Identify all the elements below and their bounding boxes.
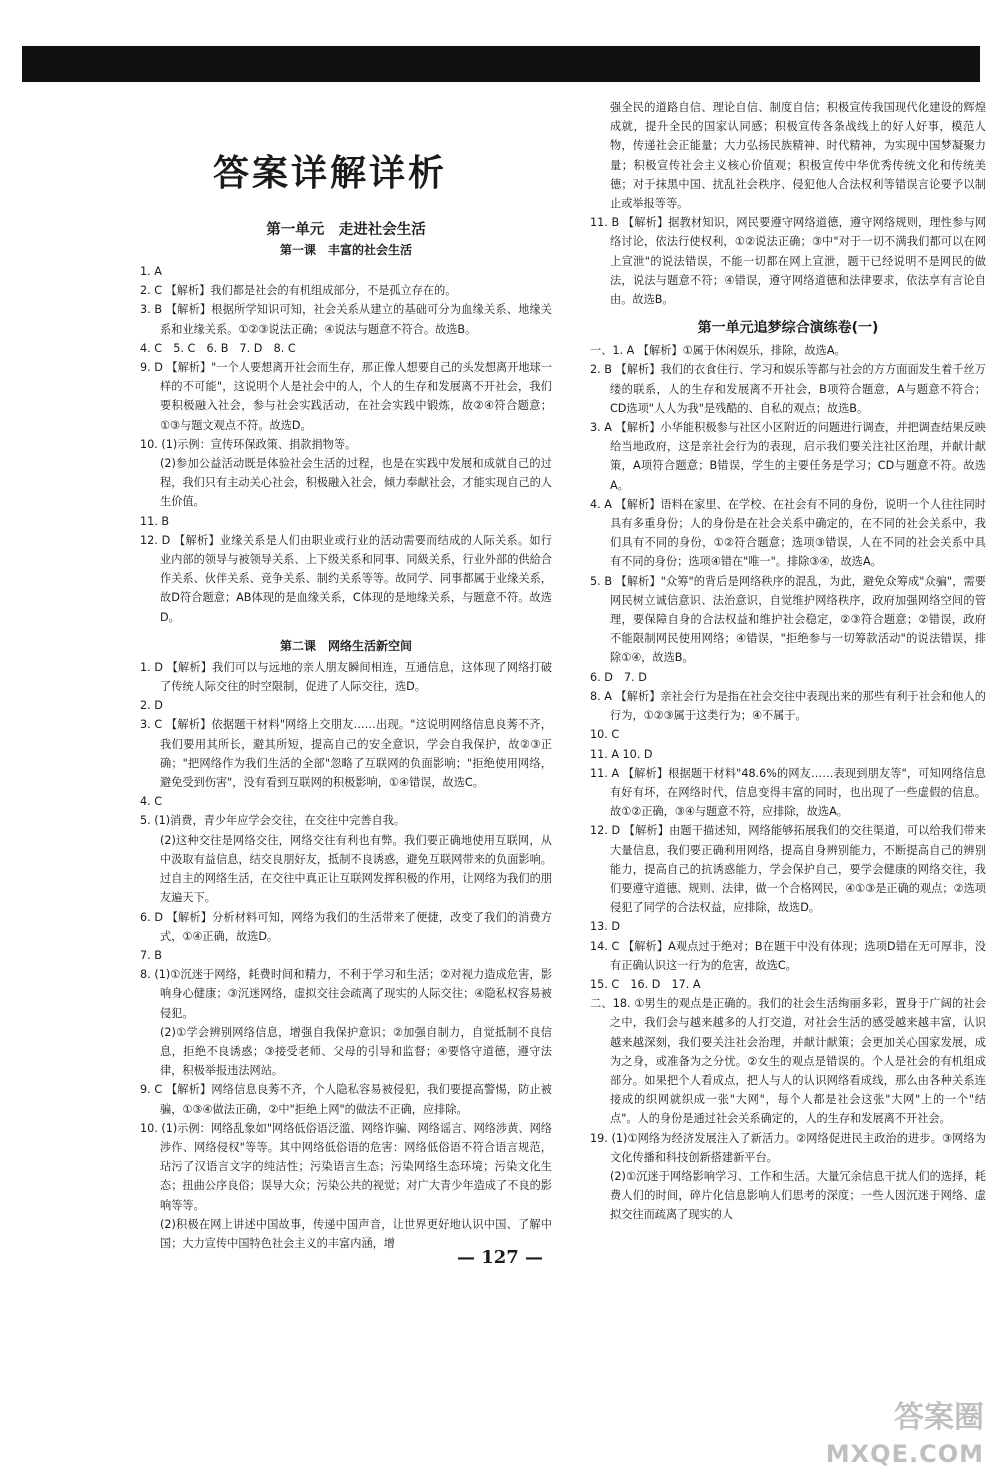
- answer-item: (2)①沉迷于网络影响学习、工作和生活。大量冗余信息干扰人们的选择，耗费人们的时间，碎片化信息影响人们思考的深度；一些人因沉迷于网络、虚拟交往而疏离了现实的人: [610, 1169, 986, 1222]
- answer-item: 5. B 【解析】"众筹"的背后是网络秩序的混乱，为此，避免众筹成"众骗"，需要网民树立诚信意识、法治意识，自觉维护网络秩序，政府加强网络空间的管理，要保障自身的合法权益和维护社会稳定，②③符合题意；②错误，政府不能限制网民使用网络；④错误，"拒绝参与一切筹款活动"的说法错误，排除①④，故选B。: [590, 574, 986, 665]
- answer-item: 13. D: [590, 920, 620, 934]
- answer-item: 19. (1)①网络为经济发展注入了新活力。②网络促进民主政治的进步。③网络为文化传播和科技创新搭建新平台。: [590, 1131, 986, 1164]
- answer-item: 11. A 10. D: [590, 747, 653, 761]
- watermark-url: MXQE.COM: [825, 1440, 984, 1468]
- watermark-text: 答案圈: [894, 1400, 984, 1435]
- unit-title: 第一单元 走进社会生活: [266, 222, 426, 238]
- answer-item: 3. C 【解析】依据题干材料"网络上交朋友……出现。"这说明网络信息良莠不齐，我们要用其所长，避其所短，提高自己的安全意识，学会自我保护，故②③正确；"把网络作为我们生活的全部"忽略了互联网的负面影响；"拒绝使用网络，避免受到伤害"，没有看到互联网的积极影响，①④错误，故选C。: [140, 718, 552, 790]
- answer-item: (2)积极在网上讲述中国故事，传递中国声音，让世界更好地认识中国、了解中国；大力宣传中国特色社会主义的丰富内涵，增: [160, 1217, 552, 1250]
- exam-answers: [590, 341, 986, 1224]
- answer-item: 1. A: [140, 265, 162, 278]
- answer-item: (2)①学会辨别网络信息，增强自我保护意识；②加强自制力，自觉抵制不良信息，拒绝不良诱惑；③接受老师、父母的引导和监督；④要恪守道德，遵守法律，积极举报违法网站。: [160, 1025, 552, 1078]
- answer-item: 5. (1)消费，青少年应学会交往，在交往中完善自我。: [140, 814, 406, 828]
- page-title: 答案详解详析: [212, 153, 447, 194]
- answer-item: 6. D 【解析】分析材料可知，网络为我们的生活带来了便捷，改变了我们的消费方式，①④正确，故选D。: [140, 910, 552, 943]
- lesson1-answers: [140, 262, 552, 627]
- answer-item: (2)这种交往是网络交往，网络交往有利也有弊。我们要正确地使用互联网，从中汲取有益信息，结交良朋好友，抵制不良诱惑，避免互联网带来的负面影响。过自主的网络生活，在交往中真正让互联网发挥积极的作用，让网络为我们的朋友遍天下。: [160, 833, 552, 905]
- answer-item: 1. D 【解析】我们可以与远地的亲人朋友瞬间相连，互通信息，这体现了网络打破了传统人际交往的时空限制，促进了人际交往，选D。: [140, 660, 552, 694]
- answer-item: 15. C 16. D 17. A: [590, 977, 701, 991]
- lesson2-answers-cont: [590, 213, 986, 309]
- answer-item: 9. D 【解析】"一个人要想离开社会而生存，那正像人想要自己的头发想离开地球一样的不可能"，这说明个人是社会中的人，个人的生存和发展离不开社会，我们要积极融入社会，参与社会实践活动，在社会实践中锻炼，故②④符合题意；①③与题文观点不符。故选D。: [140, 361, 552, 432]
- watermark-logo: [826, 1400, 984, 1472]
- answer-item: 3. B 【解析】根据所学知识可知，社会关系从建立的基础可分为血缘关系、地缘关系和业缘关系。①②③说法正确；④说法与题意不符合。故选B。: [140, 303, 552, 336]
- answer-item: 11. B 【解析】据教材知识，网民要遵守网络道德，遵守网络规则，理性参与网络讨论，依法行使权利，①②说法正确；③中"对于一切不满我们都可以在网上宣泄"的说法错误，不能一切都在网上宣泄，题干已经说明不是网民的做法，说法与题意不符；④错误，遵守网络道德和法律要求，依法享有言论自由。故选B。: [590, 216, 986, 307]
- answer-item: 4. C: [140, 795, 163, 809]
- page-number: — 127 —: [456, 1247, 544, 1268]
- answer-item: 10. (1)示例：宣传环保政策、捐款捐物等。: [140, 437, 357, 451]
- answer-item: 一、1. A 【解析】①属于休闲娱乐，排除，故选A。: [590, 344, 846, 358]
- answer-item: (2)参加公益活动既是体验社会生活的过程，也是在实践中发展和成就自己的过程，我们只有主动关心社会，积极融入社会，倾力奉献社会，才能实现自己的人生价值。: [160, 457, 552, 509]
- answer-item: 3. A 【解析】小华能积极参与社区小区附近的问题进行调查，并把调查结果反映给当地政府，这是亲社会行为的表现，启示我们要关注社区治理，并献计献策，A项符合题意；B错误，学生的主要任务是学习；CD与题意不符。故选A。: [590, 421, 986, 492]
- continuation-paragraph: 强全民的道路自信、理论自信、制度自信；积极宣传我国现代化建设的辉煌成就，提升全民的国家认同感；积极宣传各条战线上的好人好事，模范人物，传递社会正能量；大力弘扬民族精神、时代精神，为实现中国梦凝聚力量；积极宣传社会主义核心价值观；积极宣传中华优秀传统文化和传统美德；对于抹黑中国、扰乱社会秩序、侵犯他人合法权利等错误言论要予以制止或举报等等。: [610, 101, 986, 211]
- answer-item: 7. B: [140, 948, 162, 962]
- left-column: [140, 212, 552, 1253]
- answer-item: 11. B: [140, 514, 170, 528]
- header-band: [22, 46, 980, 82]
- section-title: 第一单元追梦综合演练卷(一): [697, 320, 879, 337]
- answer-item: 8. (1)①沉迷于网络，耗费时间和精力，不利于学习和生活；②对视力造成危害，影响身心健康；③沉迷网络，虚拟交往会疏离了现实的人际交往；④隐私权容易被侵犯。: [140, 968, 552, 1020]
- lesson2-answers: [140, 658, 552, 1253]
- answer-item: 10. (1)示例：网络乱象如"网络低俗语泛滥、网络诈骗、网络谣言、网络涉黄、网络涉作、网络侵权"等等。其中网络低俗语的危害：网络低俗语不符合语言规范，玷污了汉语言文字的纯洁性；污染语言生态；污染网络生态环境；污染文化生态；扭曲公序良俗；误导大众；污染公共的视觉；对广大青少年造成了不良的影响等等。: [140, 1121, 552, 1212]
- answer-item: 12. D 【解析】由题干描述知，网络能够拓展我们的交往渠道，可以给我们带来大量信息，我们要正确利用网络，提高自身辨别能力，不断提高自己的辨别能力，提高自己的抗诱惑能力，学会保护自己，要学会健康的网络交往，我们要遵守道德、规则、法律，做一个合格网民，④①③是正确的观点；②选项侵犯了同学的合法权益，应排除，故选D。: [590, 824, 986, 915]
- answer-item: 14. C 【解析】A观点过于绝对；B在题干中没有体现；选项D错在无可厚非，没有正确认识这一行为的危害，故选C。: [590, 939, 986, 972]
- answer-item: 二、18. ①男生的观点是正确的。我们的社会生活绚丽多彩，置身于广阔的社会之中，我们会与越来越多的人打交道，对社会生活的感受越来越丰富，认识越来越深刻，我们要关注社会治理，并献计献策；会更加关心国家发展，成为之身，或准备为之分忧。②女生的观点是错误的。个人是社会的有机组成部分。如果把个人看成点，把人与人的认识网络看成线，那么由各种关系连接成的织网就织成一张"大网"，每个人都是社会这张"大网"上的一个"结点"。人的身份是通过社会关系确定的，人的生存和发展离不开社会。: [590, 997, 986, 1126]
- answer-item: 6. D 7. D: [590, 670, 647, 684]
- answer-item: 10. C: [590, 728, 620, 742]
- answer-item: 2. D: [140, 699, 163, 713]
- answer-item: 9. C 【解析】网络信息良莠不齐，个人隐私容易被侵犯，我们要提高警惕，防止被骗，①③④做法正确，②中"拒绝上网"的做法不正确，应排除。: [140, 1083, 552, 1116]
- answer-item: 8. A 【解析】亲社会行为是指在社会交往中表现出来的那些有利于社会和他人的行为，①②③属于这类行为；④不属于。: [590, 689, 986, 723]
- answer-item: 4. A 【解析】语料在家里、在学校、在社会有不同的身份，说明一个人往往同时具有多重身份；人的身份是在社会关系中确定的，在不同的社会关系中，我们具有不同的身份，①②符合题意；选项③错误，人在不同的社会关系中具有不同的身份；选项④错在"唯一"。排除③④，故选A。: [590, 497, 986, 569]
- right-column: [590, 98, 986, 1225]
- answer-item: 11. A 【解析】根据题干材料"48.6%的网友……表现到朋友等"，可知网络信息有好有坏，在网络时代，信息变得丰富的同时，也出现了一些虚假的信息。故①②正确，③④与题意不符，应排除，故选A。: [590, 766, 986, 819]
- answer-item: 12. D 【解析】业缘关系是人们由职业或行业的活动需要而结成的人际关系。如行业内部的领导与被领导关系、上下级关系和同事、同級关系，行业外部的供給合作关系、伙伴关系、竞争关系、制约关系等等。故同学、同事都属于业缘关系，故D符合题意；AB体现的是血缘关系，C体现的是地缘关系，与题意不符。故选D。: [140, 533, 552, 624]
- answer-item: 2. C 【解析】我们都是社会的有机组成部分，不是孤立存在的。: [140, 284, 457, 298]
- lesson-title-2: 第二课 网络生活新空间: [279, 638, 412, 653]
- answer-item: 2. B 【解析】我们的衣食住行、学习和娱乐等都与社会的方方面面发生着千丝万缕的联系，人的生存和发展离不开社会，B项符合题意，A与题意不符合；CD选项"人人为我"是残酷的、自私的观点；故选B。: [590, 363, 986, 415]
- answer-item: 4. C 5. C 6. B 7. D 8. C: [140, 341, 296, 355]
- lesson-title-1: 第一课 丰富的社会生活: [279, 243, 412, 257]
